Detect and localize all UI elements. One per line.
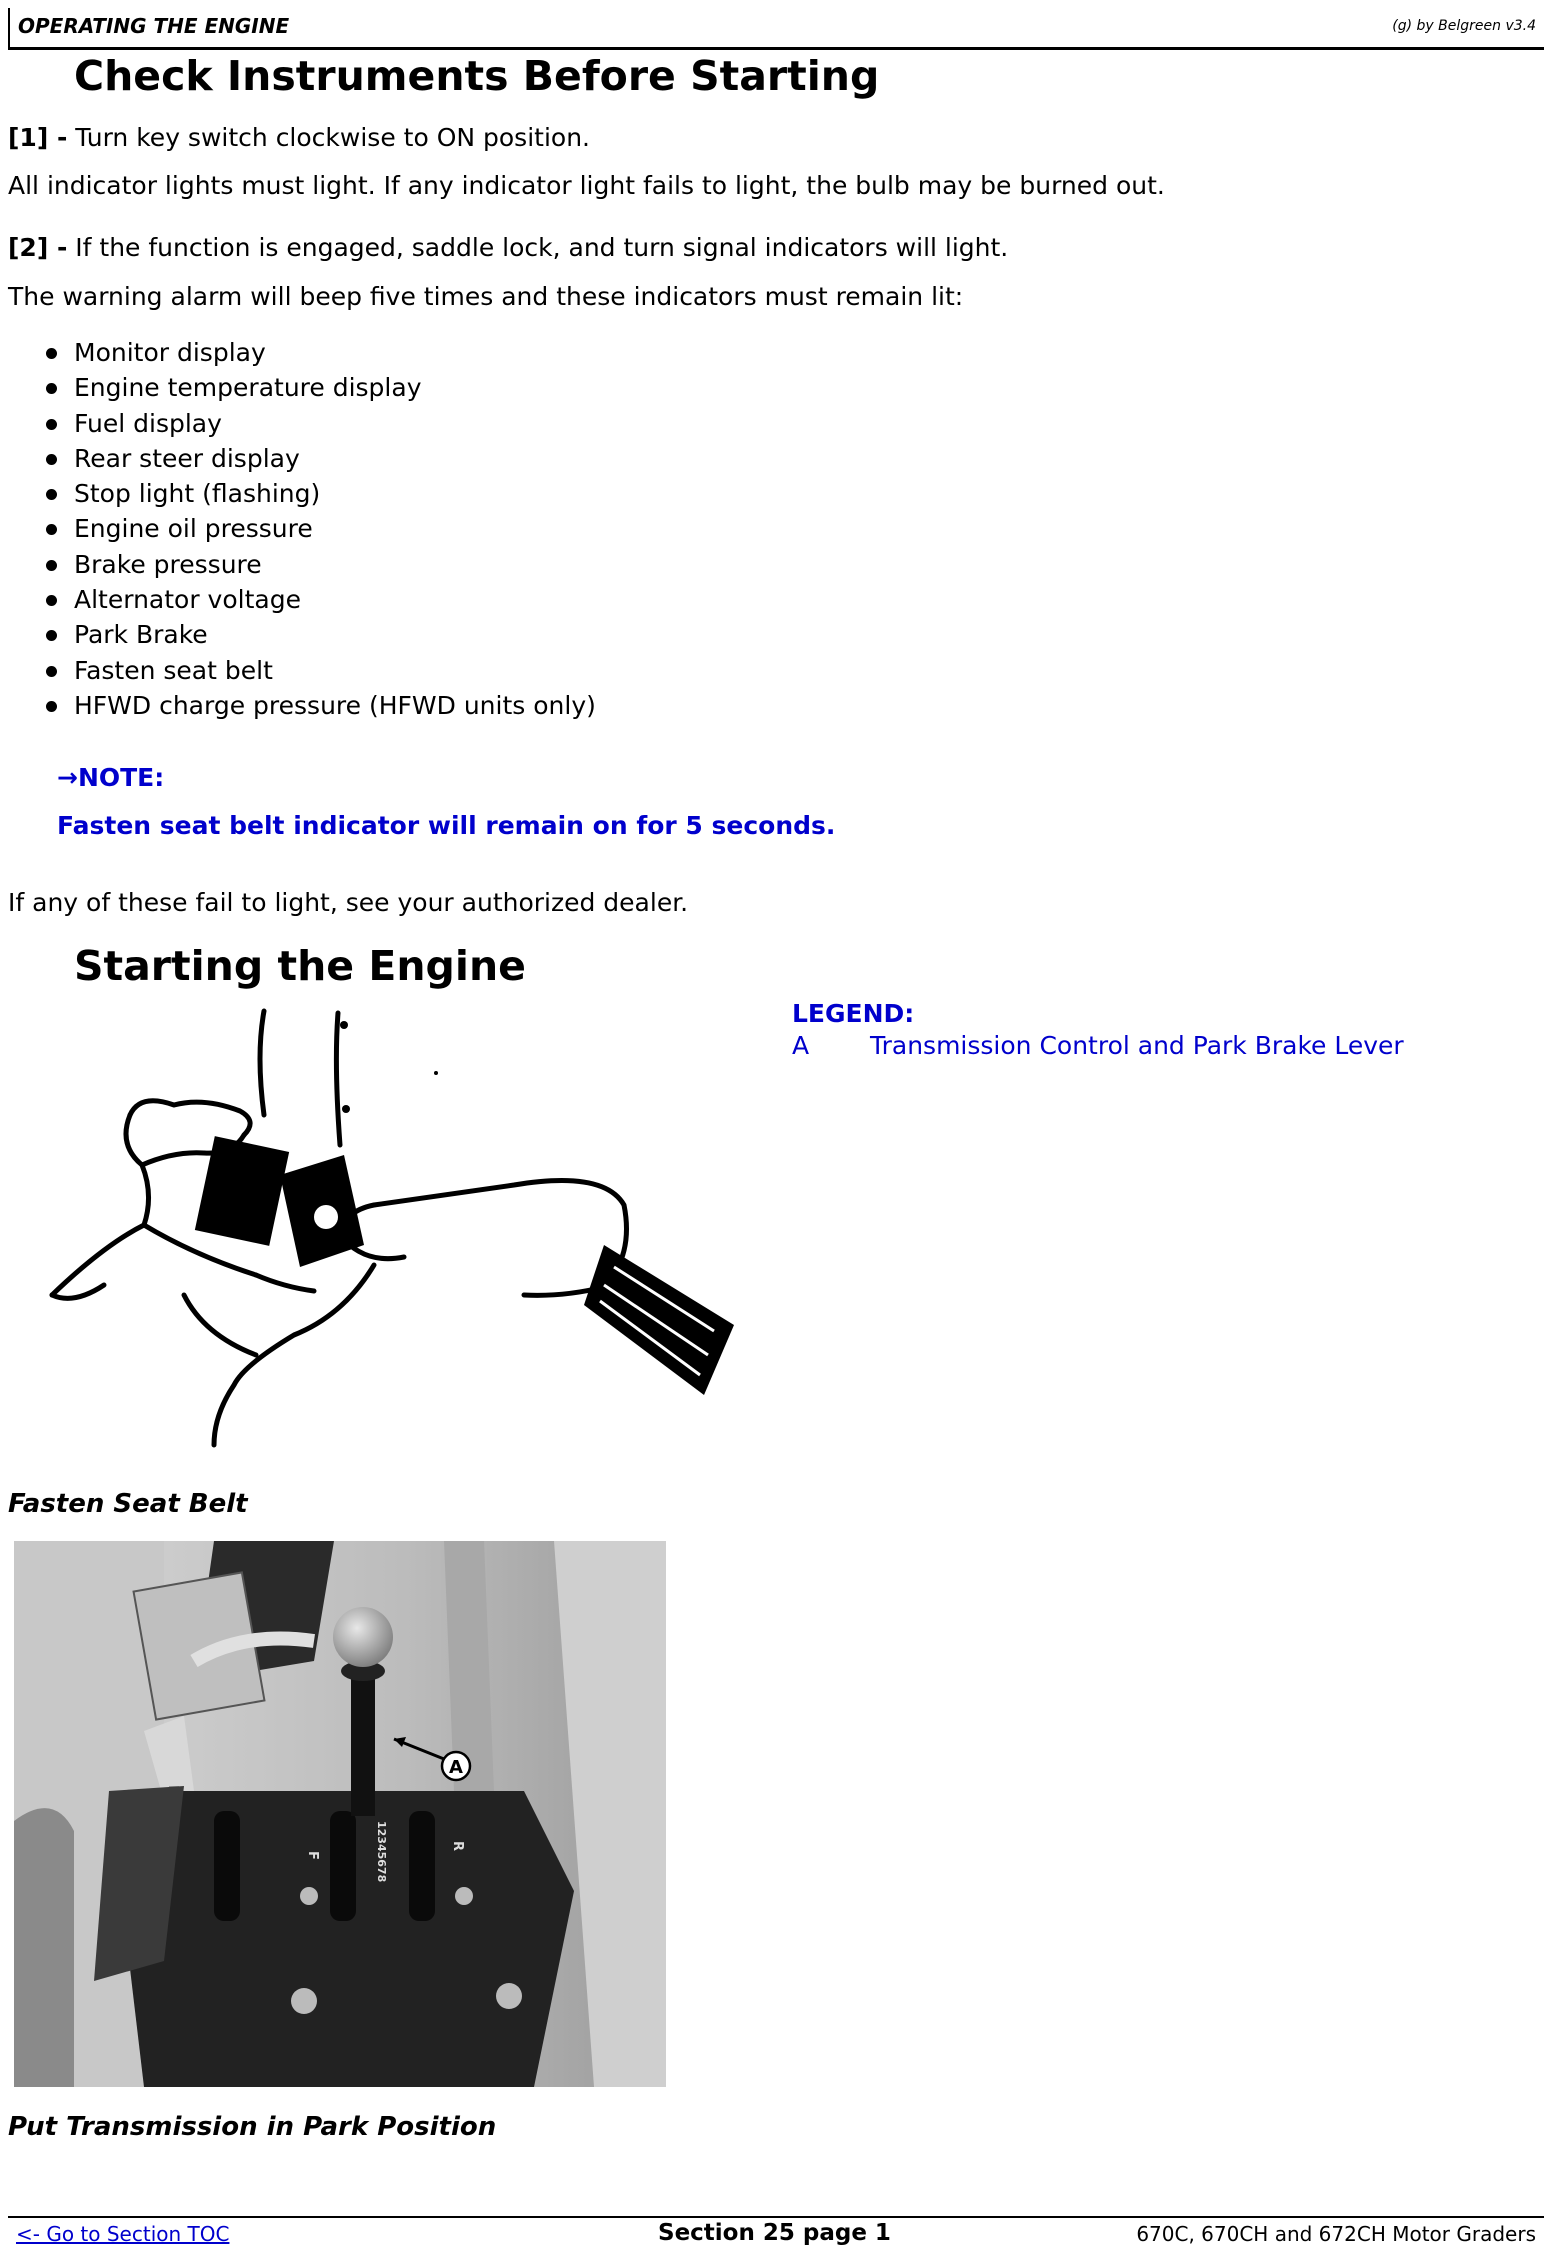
step-2-text: If the function is engaged, saddle lock, and turn signal indicators will light. <box>67 233 1009 262</box>
list-item: Fuel display <box>44 406 596 441</box>
list-item: HFWD charge pressure (HFWD units only) <box>44 688 596 723</box>
section-title: OPERATING THE ENGINE <box>18 14 290 38</box>
model-label: 670C, 670CH and 672CH Motor Graders <box>1136 2222 1536 2246</box>
note-body: Fasten seat belt indicator will remain on for 5 seconds. <box>57 811 836 840</box>
list-item: Brake pressure <box>44 547 596 582</box>
transmission-lever-photo <box>14 1541 666 2087</box>
footer-divider <box>8 2216 1544 2218</box>
step-1-number: [1] - <box>8 123 68 152</box>
list-item: Fasten seat belt <box>44 653 596 688</box>
step-2-number: [2] - <box>8 233 68 262</box>
list-item: Stop light (flashing) <box>44 476 596 511</box>
list-item: Park Brake <box>44 617 596 652</box>
legend-key: A <box>792 1031 810 1060</box>
step-1 <box>8 123 590 152</box>
legend-row <box>792 1031 1404 1060</box>
legend-title: LEGEND: <box>792 999 915 1028</box>
indicator-paragraph: All indicator lights must light. If any indicator light fails to light, the bulb may be burned out. <box>8 171 1165 200</box>
list-item: Monitor display <box>44 335 596 370</box>
alarm-paragraph: The warning alarm will beep five times and these indicators must remain lit: <box>8 282 964 311</box>
gear-label-f: F <box>305 1851 320 1860</box>
page-number: Section 25 page 1 <box>658 2220 891 2246</box>
list-item: Alternator voltage <box>44 582 596 617</box>
seat-belt-illustration <box>44 1005 740 1451</box>
step-2 <box>8 233 1008 262</box>
note-title: →NOTE: <box>57 763 165 792</box>
list-item: Rear steer display <box>44 441 596 476</box>
brand-label: (g) by Belgreen v3.4 <box>1392 18 1536 34</box>
caption-park-position: Put Transmission in Park Position <box>8 2112 497 2142</box>
check-instruments-heading: Check Instruments Before Starting <box>74 52 880 100</box>
gear-label-r: R <box>450 1841 465 1852</box>
starting-engine-heading: Starting the Engine <box>74 942 526 990</box>
callout-label-a: A <box>449 1757 463 1778</box>
step-1-text: Turn key switch clockwise to ON position. <box>67 123 590 152</box>
caption-fasten-seat-belt: Fasten Seat Belt <box>8 1489 248 1519</box>
section-toc-link[interactable]: <- Go to Section TOC <box>16 2222 230 2246</box>
page-header <box>8 8 1544 50</box>
list-item: Engine oil pressure <box>44 511 596 546</box>
gear-number-strip: 12345678 <box>375 1821 388 1883</box>
legend-value: Transmission Control and Park Brake Lever <box>870 1031 1404 1060</box>
indicator-list <box>44 335 596 723</box>
list-item: Engine temperature display <box>44 370 596 405</box>
dealer-paragraph: If any of these fail to light, see your authorized dealer. <box>8 888 689 917</box>
